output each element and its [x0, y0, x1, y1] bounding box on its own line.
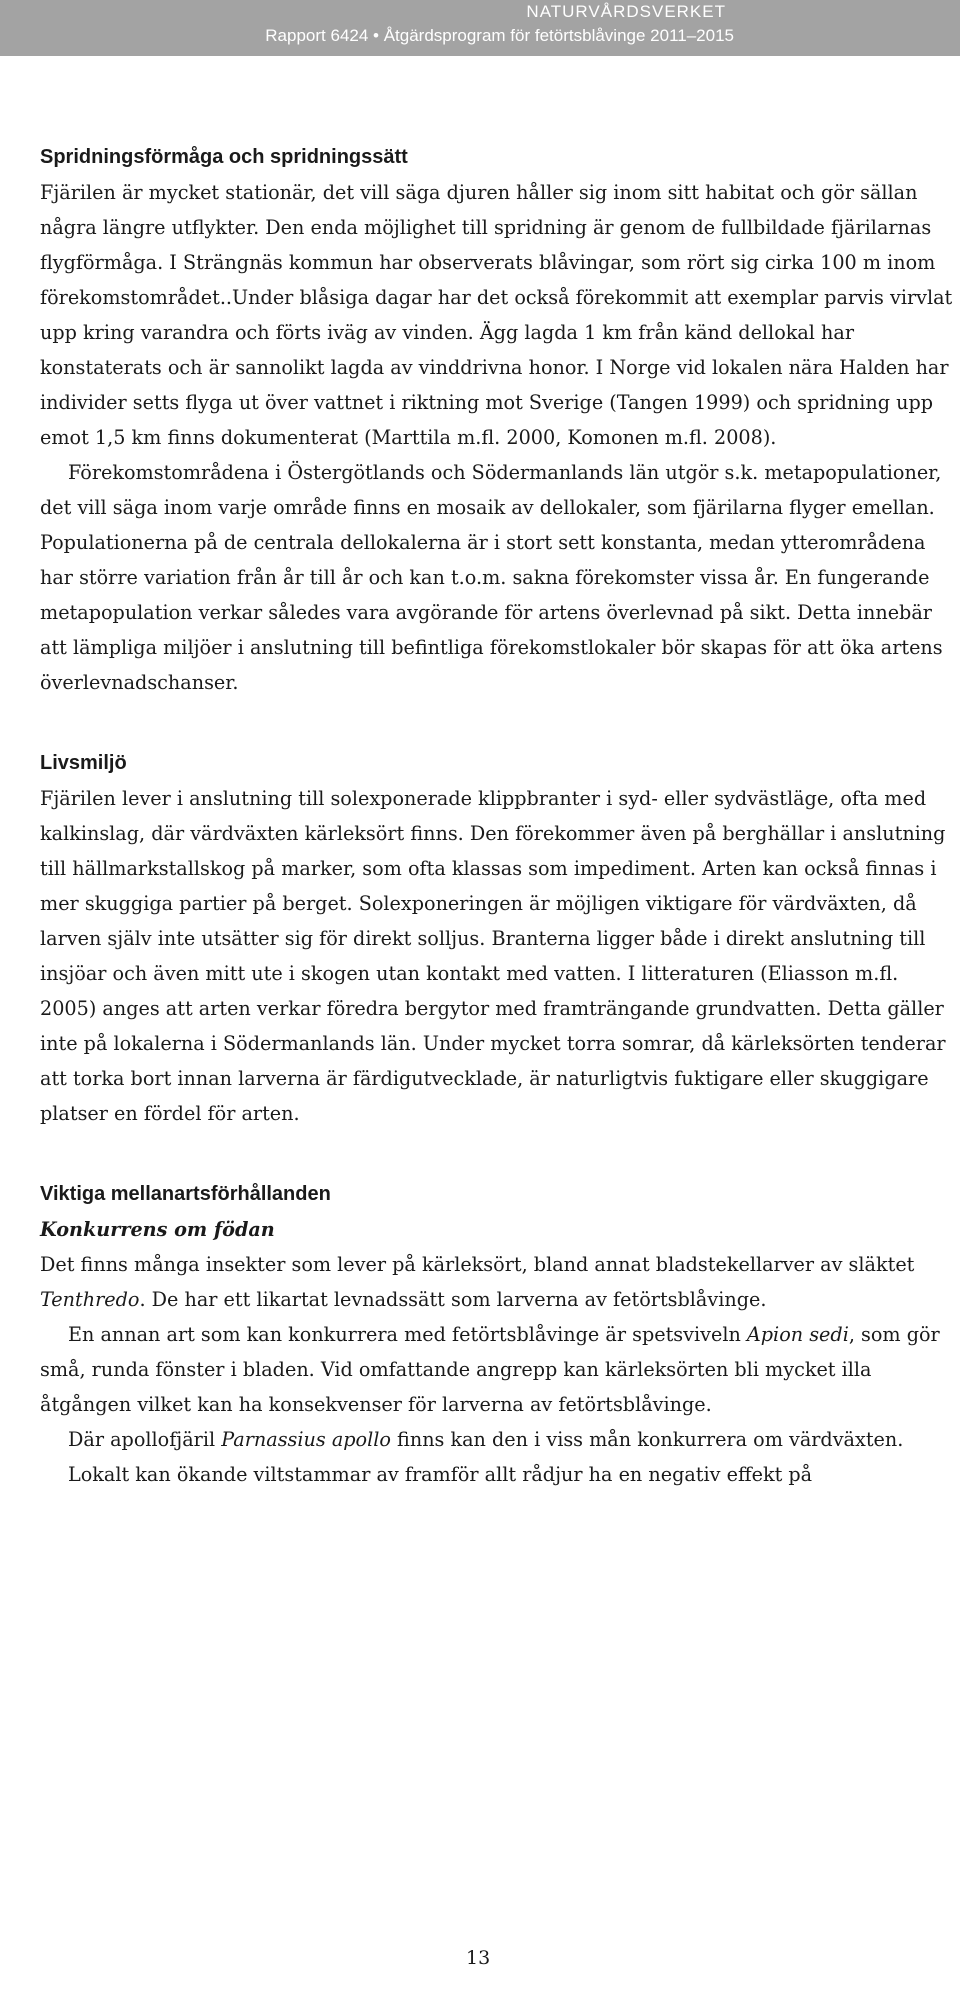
text-run: finns kan den i viss mån konkurrera om värdväxten.	[390, 1428, 904, 1451]
paragraph: Lokalt kan ökande viltstammar av framför allt rådjur ha en negativ effekt på	[68, 1463, 813, 1486]
section-spridning	[40, 140, 960, 700]
page-number: 13	[466, 1947, 491, 1969]
section-gap	[40, 1131, 960, 1177]
text-run: . De har ett likartat levnadssätt som larverna av fetörtsblåvinge.	[139, 1288, 767, 1311]
paragraph: Fjärilen är mycket stationär, det vill säga djuren håller sig inom sitt habitat och gör sällan några längre utflykter. Den enda möjlighet till spridning är genom de fullbildade fjärilarnas flygförmåga. I Strängnäs kommun har observerats blåvingar, som rört sig cirka 100 m inom förekomstområdet..Under blåsiga dagar har det också förekommit att exemplar parvis virvlat upp kring varandra och förts iväg av vinden. Ägg lagda 1 km från känd dellokal har konstaterats och är sannolikt lagda av vinddrivna honor. I Norge vid lokalen nära Halden har individer setts flyga ut över vattnet i riktning mot Sverige (Tangen 1999) och spridning upp emot 1,5 km finns dokumenterat (Marttila m.fl. 2000, Komonen m.fl. 2008).	[40, 181, 953, 449]
species-name: Parnassius apollo	[221, 1428, 391, 1451]
header-org-name: NATURVÅRDSVERKET	[526, 2, 726, 21]
species-name: Apion sedi	[746, 1323, 849, 1346]
subsection-heading: Konkurrens om födan	[40, 1218, 275, 1241]
header-report-title: Rapport 6424 • Åtgärdsprogram för fetörtsblåvinge 2011–2015	[265, 26, 734, 45]
species-name: Tenthredo	[40, 1288, 140, 1311]
section-heading: Viktiga mellanartsförhållanden	[40, 1183, 331, 1205]
text-run: , som gör små, runda fönster i bladen. Vid omfattande angrepp kan kärleksörten bli mycket illa åtgången vilket kan ha konsekvenser för larverna av fetörtsblåvinge.	[40, 1323, 940, 1416]
section-gap	[40, 700, 960, 746]
paragraph: Fjärilen lever i anslutning till solexponerade klippbranter i syd- eller sydvästläge, ofta med kalkinslag, där värdväxten kärleksört finns. Den förekommer även på berghällar i anslutning till hällmarkstallskog på marker, som ofta klassas som impediment. Arten kan också finnas i mer skuggiga partier på berget. Solexponeringen är möjligen viktigare för värdväxten, då larven själv inte utsätter sig för direkt solljus. Branterna ligger både i direkt anslutning till insjöar och även mitt ute i skogen utan kontakt med vatten. I litteraturen (Eliasson m.fl. 2005) anges att arten verkar föredra bergytor med framträngande grundvatten. Detta gäller inte på lokalerna i Södermanlands län. Under mycket torra somrar, då kärleksörten tenderar att torka bort innan larverna är färdigutvecklade, är naturligtvis fuktigare eller skuggigare platser en fördel för arten.	[40, 787, 946, 1125]
text-run: Där apollofjäril	[68, 1428, 222, 1451]
section-viktiga	[40, 1177, 960, 1492]
paragraph	[40, 1422, 960, 1457]
section-livsmiljo	[40, 746, 960, 1131]
header-band	[0, 0, 960, 56]
paragraph	[40, 1317, 960, 1422]
paragraph	[40, 1247, 960, 1317]
section-heading: Livsmiljö	[40, 752, 127, 774]
section-heading: Spridningsförmåga och spridningssätt	[40, 146, 408, 168]
text-run: Det finns många insekter som lever på kärleksört, bland annat bladstekellarver av släktet	[40, 1253, 915, 1276]
paragraph: Förekomstområdena i Östergötlands och Södermanlands län utgör s.k. metapopulationer, det vill säga inom varje område finns en mosaik av dellokaler, som fjärilarna flyger emellan. Populationerna på de centrala dellokalerna är i stort sett konstanta, medan ytterområdena har större variation från år till år och kan t.o.m. sakna förekomster vissa år. En fungerande metapopulation verkar således vara avgörande för artens överlevnad på sikt. Detta innebär att lämpliga miljöer i anslutning till befintliga förekomstlokaler bör skapas för att öka artens överlevnadschanser.	[40, 461, 943, 694]
text-run: En annan art som kan konkurrera med fetörtsblåvinge är spetsviveln	[68, 1323, 747, 1346]
document-body	[40, 140, 960, 1492]
